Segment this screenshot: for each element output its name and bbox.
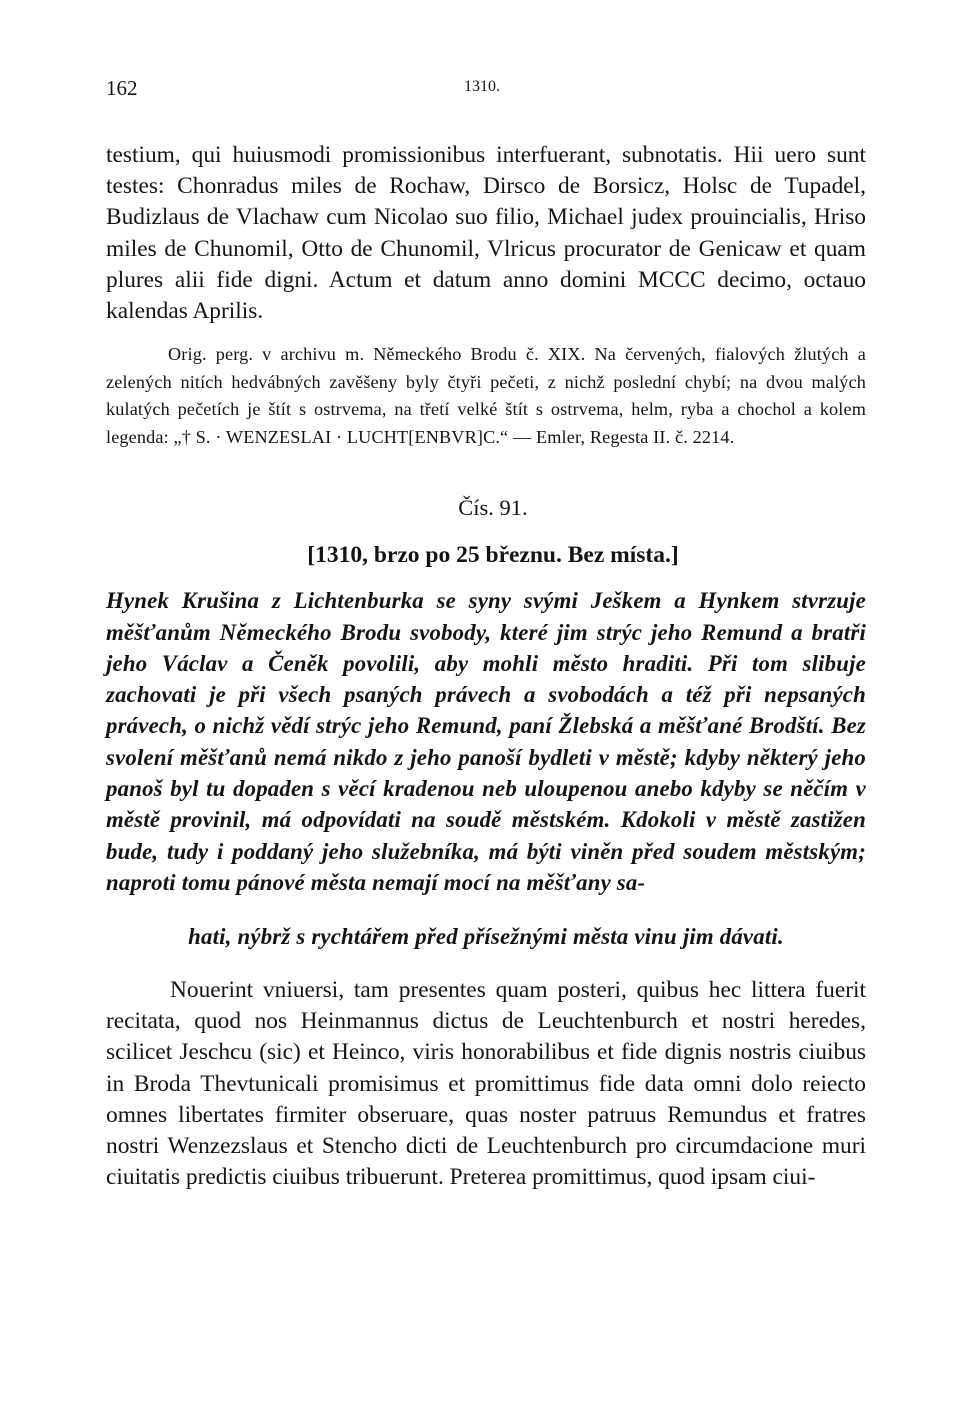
document-page	[106, 70, 866, 1194]
document-heading: [1310, brzo po 25 březnu. Bez místa.]	[307, 542, 679, 569]
page-number: 162	[106, 76, 138, 100]
running-head-year: 1310.	[464, 78, 500, 95]
witness-list-paragraph: testium, qui huiusmodi promissionibus interfuerant, subnotatis. Hii uero sunt testes: Chonradus miles de Rochaw, Dirsco de Borsicz, Holsc de Tupadel, Budizlaus de Vlachaw cum Nicolao suo filio, Michael judex prouincialis, Hriso miles de Chunomil, Otto de Chunomil, Vlricus procurator de Genicaw et quam plures alii fide digni. Actum et datum anno domini MCCC decimo, octauo kalendas Aprilis.	[106, 142, 866, 325]
latin-charter-text: Nouerint vniuersi, tam presentes quam posteri, quibus hec littera fuerit recitata, quod nos Heinmannus dictus de Leuchtenburch et nostri heredes, scilicet Jeschcu (sic) et Heinco, viris honorabilibus et fide dignis nostris ciuibus in Broda Thevtunicali promisimus et promittimus fide data omni dolo reiecto omnes libertates firmiter obseruare, quas noster patruus Remundus et fratres nostri Wenzezslaus et Stencho dicti de Leuchtenburch pro circumdacione muri ciuitatis predictis ciuibus tribuerunt. Preterea promittimus, quod ipsam ciui-	[106, 977, 866, 1191]
archival-note-text: Orig. perg. v archivu m. Německého Brodu č. XIX. Na červených, fialových žlutých a zelených nitích hedvábných zavěšeny byly čtyři pečeti, z nichž poslední chybí; na dvou malých kulatých pečetích je štít s ostrvema, na třetí velké štít s ostrvema, helm, ryba a chochol a kolem legenda: „† S. · WENZESLAI · LUCHT[ENBVR]C.“ — Emler, Regesta II. č. 2214.	[106, 344, 866, 447]
document-number: Čís. 91.	[458, 495, 528, 521]
czech-summary: Hynek Krušina z Lichtenburka se syny svými Ješkem a Hynkem stvrzuje měšťanům Německého Brodu svobody, které jim strýc jeho Remund a bratři jeho Václav a Čeněk povolili, aby mohli město hraditi. Při tom slibuje zachovati je při všech psaných právech a svobodách a též při nepsaných právech, o nichž vědí strýc jeho Remund, paní Žlebská a měšťané Brodští. Bez svolení měšťanů nemá nikdo z jeho panoší bydleti v městě; kdyby některý jeho panoš byl tu dopaden s věcí kradenou neb uloupenou anebo kdyby se něčím v městě provinil, má odpovídati na soudě městském. Kdokoli v městě zastižen bude, tudy i poddaný jeho služebníka, má býti viněn před soudem městským; naproti tomu pánové města nemají mocí na měšťany sa-	[106, 588, 866, 895]
archival-note	[106, 341, 866, 451]
page-header	[106, 70, 866, 110]
czech-summary-last-line: hati, nýbrž s rychtářem před přísežnými města vinu jim dávati.	[188, 923, 784, 949]
